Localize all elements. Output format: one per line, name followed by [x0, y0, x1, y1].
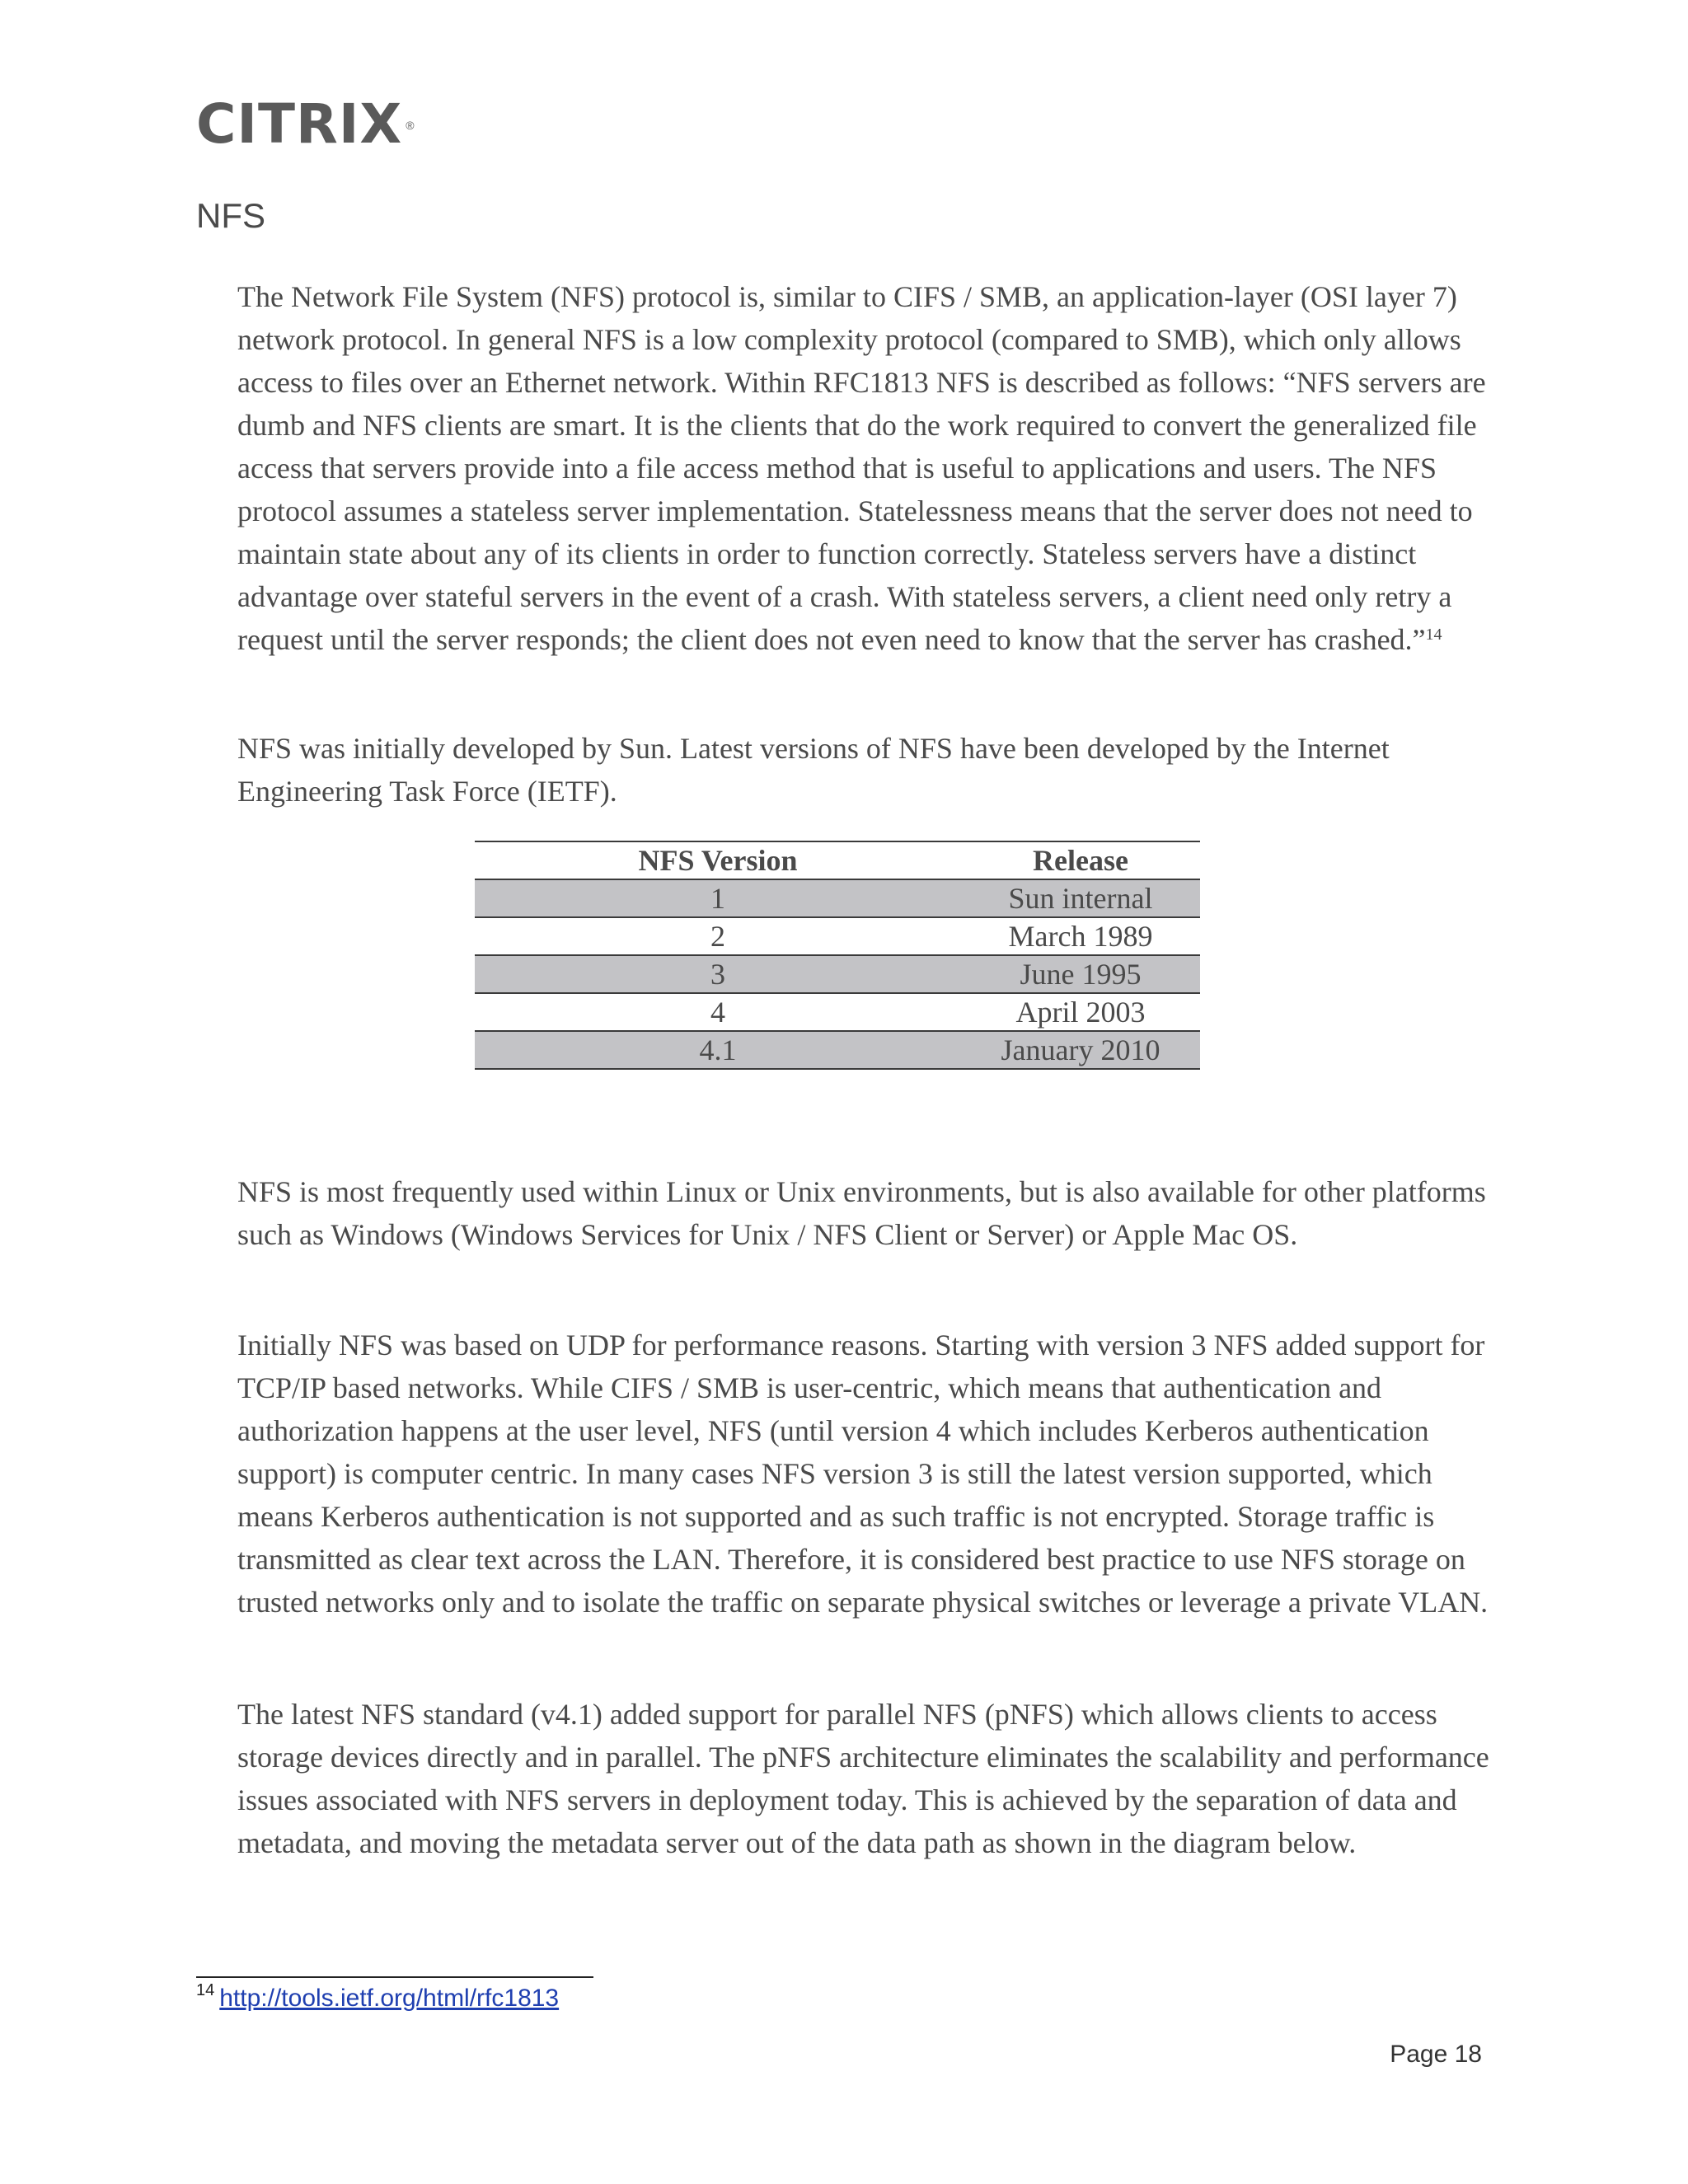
column-header-version: NFS Version: [475, 841, 961, 879]
page-number: Page 18: [1390, 2041, 1482, 2068]
cell-release: June 1995: [961, 955, 1200, 993]
table-row: [475, 955, 1200, 993]
paragraph-nfs-platforms: NFS is most frequently used within Linux or Unix environments, but is also available for other platforms such as Windows (Windows Services for Unix / NFS Client or Server) or Apple Mac OS.: [237, 1175, 1486, 1251]
table-row: [475, 879, 1200, 917]
nfs-versions-table: [475, 841, 1200, 1070]
column-header-release: Release: [961, 841, 1200, 879]
cell-version: 4.1: [475, 1031, 961, 1069]
footnote-link[interactable]: http://tools.ietf.org/html/rfc1813: [219, 1985, 560, 2012]
cell-version: 4: [475, 993, 961, 1031]
cell-release: March 1989: [961, 917, 1200, 955]
paragraph-nfs-transport: Initially NFS was based on UDP for performance reasons. Starting with version 3 NFS added support for TCP/IP based networks. While CIFS / SMB is user-centric, which means that authentication and authorization happens at the user level, NFS (until version 4 which includes Kerberos authentication support) is computer centric. In many cases NFS version 3 is still the latest version supported, which means Kerberos authentication is not supported and as such traffic is not encrypted. Storage traffic is transmitted as clear text across the LAN. Therefore, it is considered best practice to use NFS storage on trusted networks only and to isolate the traffic on separate physical switches or leverage a private VLAN.: [237, 1329, 1489, 1619]
cell-version: 3: [475, 955, 961, 993]
table-row: [475, 993, 1200, 1031]
cell-release: January 2010: [961, 1031, 1200, 1069]
paragraph-text: The Network File System (NFS) protocol is, similar to CIFS / SMB, an application-layer (OSI layer 7) network protocol. In general NFS is a low complexity protocol (compared to SMB), which only allows access to files over an Ethernet network. Within RFC1813 NFS is described as follows: “NFS servers are dumb and NFS clients are smart. It is the clients that do the work required to convert the generalized file access that servers provide into a file access method that is useful to applications and users. The NFS protocol assumes a stateless server implementation. Statelessness means that the server does not need to maintain state about any of its clients in order to function correctly. Stateless servers have a distinct advantage over stateful servers in the event of a crash. With stateless servers, a client need only retry a request until the server responds; the client does not even need to know that the server has crashed.”: [237, 280, 1486, 656]
paragraph-pnfs: The latest NFS standard (v4.1) added support for parallel NFS (pNFS) which allows clients to access storage devices directly and in parallel. The pNFS architecture eliminates the scalability and performance issues associated with NFS servers in deployment today. This is achieved by the separation of data and metadata, and moving the metadata server out of the data path as shown in the diagram below.: [237, 1698, 1489, 1859]
cell-release: Sun internal: [961, 879, 1200, 917]
cell-release: April 2003: [961, 993, 1200, 1031]
table-row: [475, 1031, 1200, 1069]
footnote-number: 14: [196, 1981, 215, 1999]
footnote: [196, 1981, 560, 2013]
paragraph-nfs-intro: [237, 275, 1490, 661]
logo-wordmark: CITRIX: [196, 92, 403, 156]
cell-version: 2: [475, 917, 961, 955]
table-header-row: [475, 841, 1200, 879]
citrix-logo: [196, 92, 415, 173]
section-title: NFS: [196, 196, 265, 235]
footnote-reference[interactable]: 14: [1425, 626, 1442, 644]
table-row: [475, 917, 1200, 955]
cell-version: 1: [475, 879, 961, 917]
footnote-divider: [196, 1976, 593, 1978]
registered-mark: ®: [406, 119, 415, 132]
paragraph-nfs-history: NFS was initially developed by Sun. Latest versions of NFS have been developed by the Internet Engineering Task Force (IETF).: [237, 732, 1390, 808]
